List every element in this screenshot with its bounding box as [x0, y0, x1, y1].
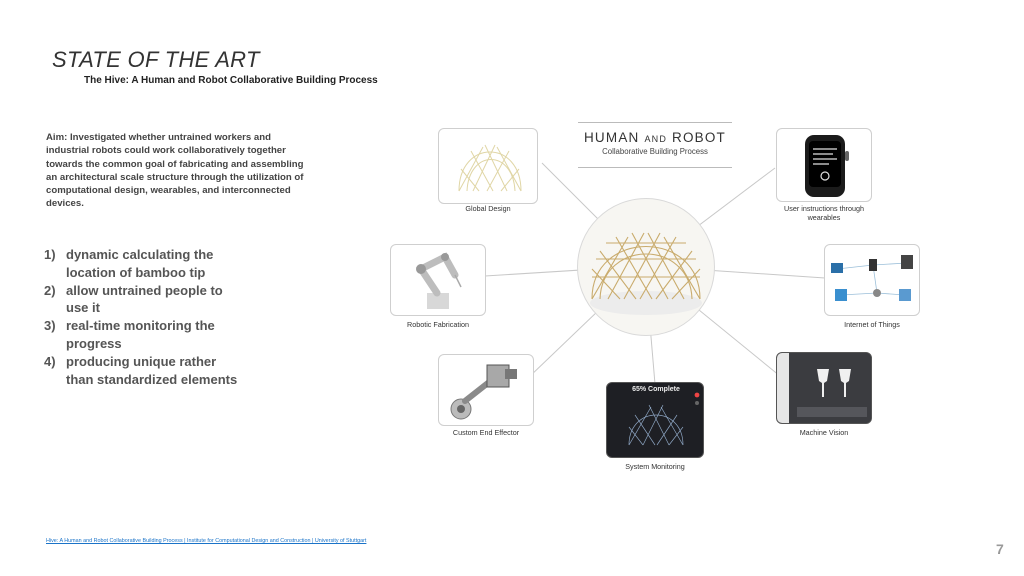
dome-wireframe-icon	[439, 129, 538, 204]
robotic-arm-image	[390, 244, 486, 316]
custom-end-effector-label: Custom End Effector	[452, 428, 520, 437]
slide-subtitle: The Hive: A Human and Robot Collaborative Building Process	[84, 75, 378, 86]
diagram-subtitle: Collaborative Building Process	[602, 147, 708, 156]
list-item-text: dynamic calculating the location of bamboo tip	[66, 247, 214, 280]
title-robot: ROBOT	[672, 130, 727, 145]
user-instructions-label: User instructions through wearables	[784, 204, 864, 222]
list-item	[44, 246, 244, 282]
aim-paragraph: Aim: Investigated whether untrained workers and industrial robots could work collaboratively together towards the common goal of fabricating and assembling an architectural scale structure through the utilization of computational design, wearables, and interconnected devices.	[46, 132, 304, 210]
smartwatch-icon	[777, 129, 872, 202]
list-item-text: real-time monitoring the progress	[66, 318, 215, 351]
list-item-text: producing unique rather than standardized elements	[66, 353, 238, 387]
hive-structure-image	[577, 198, 715, 336]
system-monitoring-image	[606, 382, 704, 458]
slide-title: STATE OF THE ART	[52, 47, 260, 72]
machine-vision-label: Machine Vision	[799, 428, 849, 437]
page-number: 7	[996, 541, 1004, 557]
list-number: 4)	[44, 353, 56, 369]
camera-view-icon	[777, 353, 872, 424]
list-item	[44, 353, 244, 389]
source-link[interactable]: Hive: A Human and Robot Collaborative Building Process | Institute for Computational Design and Construction | University of Stuttgart	[46, 538, 367, 544]
robot-arm-icon	[391, 245, 486, 316]
robotic-fabrication-label: Robotic Fabrication	[407, 320, 469, 329]
process-diagram	[380, 118, 930, 478]
list-number: 2)	[44, 282, 56, 298]
network-diagram-icon	[825, 245, 920, 316]
list-number: 3)	[44, 318, 56, 334]
list-item	[44, 282, 244, 318]
title-human: HUMAN	[583, 130, 640, 145]
bamboo-dome-icon	[578, 199, 714, 335]
list-item	[44, 317, 244, 353]
iot-network-image	[824, 244, 920, 316]
wearable-watch-image	[776, 128, 872, 202]
system-monitoring-label: System Monitoring	[625, 462, 685, 471]
end-effector-icon	[439, 355, 534, 426]
global-design-image	[438, 128, 538, 204]
global-design-label: Global Design	[465, 204, 511, 213]
list-item-text: allow untrained people to use it	[66, 282, 223, 316]
iot-label: Internet of Things	[844, 320, 900, 329]
list-number: 1)	[44, 247, 56, 262]
progress-readout: 65% Complete	[632, 386, 680, 393]
key-points-list	[44, 246, 244, 388]
mesh-dome-icon	[607, 383, 704, 458]
machine-vision-image	[776, 352, 872, 424]
diagram-title	[578, 122, 732, 168]
title-and: AND	[644, 134, 668, 144]
end-effector-image	[438, 354, 534, 426]
